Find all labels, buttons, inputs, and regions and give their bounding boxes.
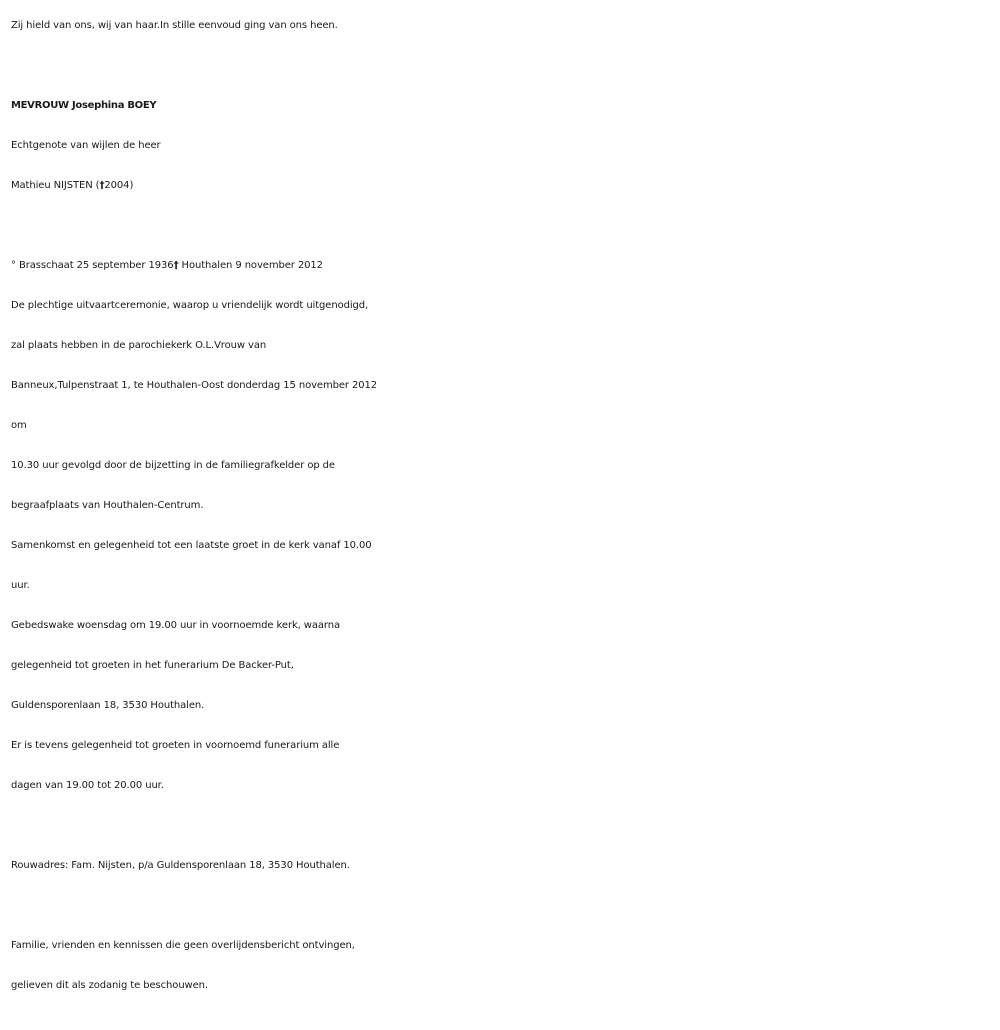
intro-text: Zij hield van ons, wij van haar.In stille eenvoud ging van ons heen. [11, 20, 338, 31]
deceased-name: MEVROUW Josephina BOEY [11, 100, 157, 111]
ceremony-line: zal plaats hebben in de parochiekerk O.L.Vrouw van [11, 340, 267, 351]
cross-icon: † [173, 260, 179, 271]
ceremony-line: Guldensporenlaan 18, 3530 Houthalen. [11, 700, 205, 711]
spacer [11, 806, 996, 846]
death-info: Houthalen 9 november 2012 [178, 260, 323, 271]
closing-line: gelieven dit als zodanig te beschouwen. [11, 980, 209, 991]
spouse-name: Mathieu NIJSTEN ( [11, 180, 100, 191]
obituary-document [11, 6, 996, 1006]
ceremony-line: begraafplaats van Houthalen-Centrum. [11, 500, 204, 511]
spacer [11, 206, 996, 246]
ceremony-line: uur. [11, 580, 30, 591]
ceremony-line: 10.30 uur gevolgd door de bijzetting in de familiegrafkelder op de [11, 460, 335, 471]
closing-line: Familie, vrienden en kennissen die geen overlijdensbericht ontvingen, [11, 940, 355, 951]
ceremony-line: Samenkomst en gelegenheid tot een laatste groet in de kerk vanaf 10.00 [11, 540, 372, 551]
spouse-death-year: 2004) [104, 180, 134, 191]
birth-info: ° Brasschaat 25 september 1936 [11, 260, 174, 271]
mourning-address: Rouwadres: Fam. Nijsten, p/a Guldensporenlaan 18, 3530 Houthalen. [11, 860, 350, 871]
spacer [11, 886, 996, 926]
ceremony-line: om [11, 420, 27, 431]
spouse-line: Echtgenote van wijlen de heer [11, 140, 161, 151]
dates-line [11, 246, 996, 286]
ceremony-line: Er is tevens gelegenheid tot groeten in voornoemd funerarium alle [11, 740, 340, 751]
cross-icon: † [99, 180, 105, 191]
ceremony-line: Gebedswake woensdag om 19.00 uur in voornoemde kerk, waarna [11, 620, 341, 631]
ceremony-line: dagen van 19.00 tot 20.00 uur. [11, 780, 164, 791]
ceremony-line: Banneux,Tulpenstraat 1, te Houthalen-Oost donderdag 15 november 2012 [11, 380, 378, 391]
spouse-name-line [11, 166, 996, 206]
ceremony-line: gelegenheid tot groeten in het funerarium De Backer-Put, [11, 660, 294, 671]
ceremony-line: De plechtige uitvaartceremonie, waarop u vriendelijk wordt uitgenodigd, [11, 300, 369, 311]
